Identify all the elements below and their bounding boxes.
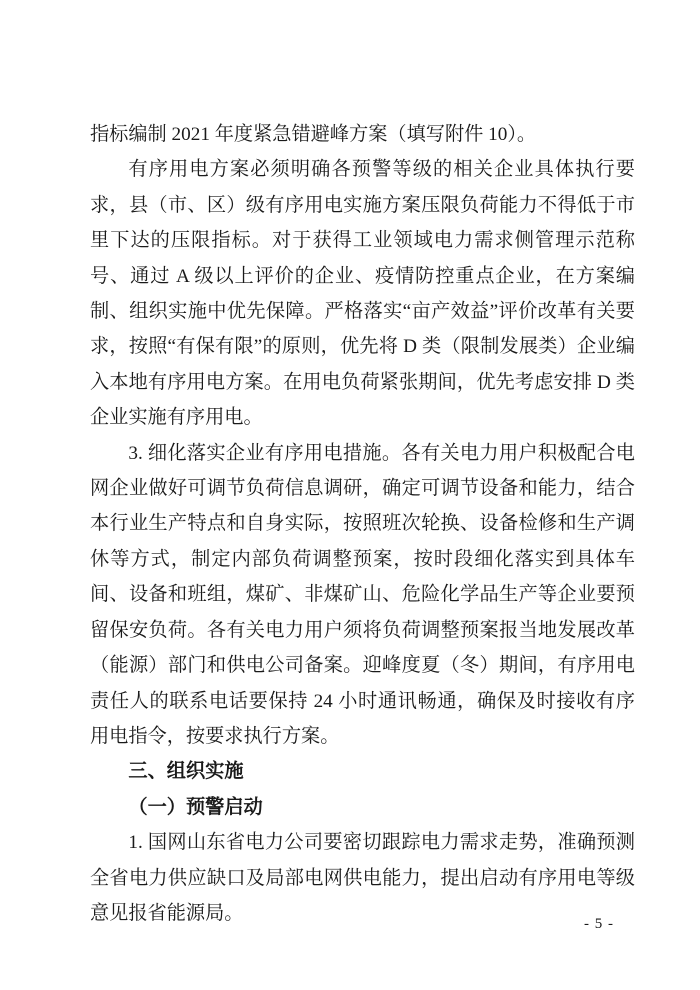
page-number: - 5 -	[584, 916, 614, 932]
paragraph-plan-requirements: 有序用电方案必须明确各预警等级的相关企业具体执行要求，县（市、区）级有序用电实施方案压限负荷能力不得低于市里下达的压限指标。对于获得工业领域电力需求侧管理示范称号、通过 A 级以上评价的企业、疫情防控重点企业，在方案编制、组织实施中优先保障。严格落实“亩产效益”评价改革有关要求，按照“有保有限”的原则，优先将 D 类（限制发展类）企业编入本地有序用电方案。在用电负荷紧张期间，优先考虑安排 D 类企业实施有序用电。	[90, 159, 635, 429]
paragraph-continuation: 指标编制 2021 年度紧急错避峰方案（填写附件 10）。	[90, 124, 537, 145]
document-body	[90, 117, 635, 931]
section-heading: 三、组织实施	[128, 761, 244, 783]
subsection-heading: （一）预警启动	[128, 796, 263, 818]
paragraph-item-1: 1. 国网山东省电力公司要密切跟踪电力需求走势，准确预测全省电力供应缺口及局部电网供电能力，提出启动有序用电等级意见报省能源局。	[90, 832, 635, 924]
paragraph-item-3: 3. 细化落实企业有序用电措施。各有关电力用户积极配合电网企业做好可调节负荷信息调研，确定可调节设备和能力，结合本行业生产特点和自身实际，按照班次轮换、设备检修和生产调休等方式，制定内部负荷调整预案，按时段细化落实到具体车间、设备和班组，煤矿、非煤矿山、危险化学品生产等企业要预留保安负荷。各有关电力用户须将负荷调整预案报当地发展改革（能源）部门和供电公司备案。迎峰度夏（冬）期间，有序用电责任人的联系电话要保持 24 小时通讯畅通，确保及时接收有序用电指令，按要求执行方案。	[90, 442, 635, 747]
